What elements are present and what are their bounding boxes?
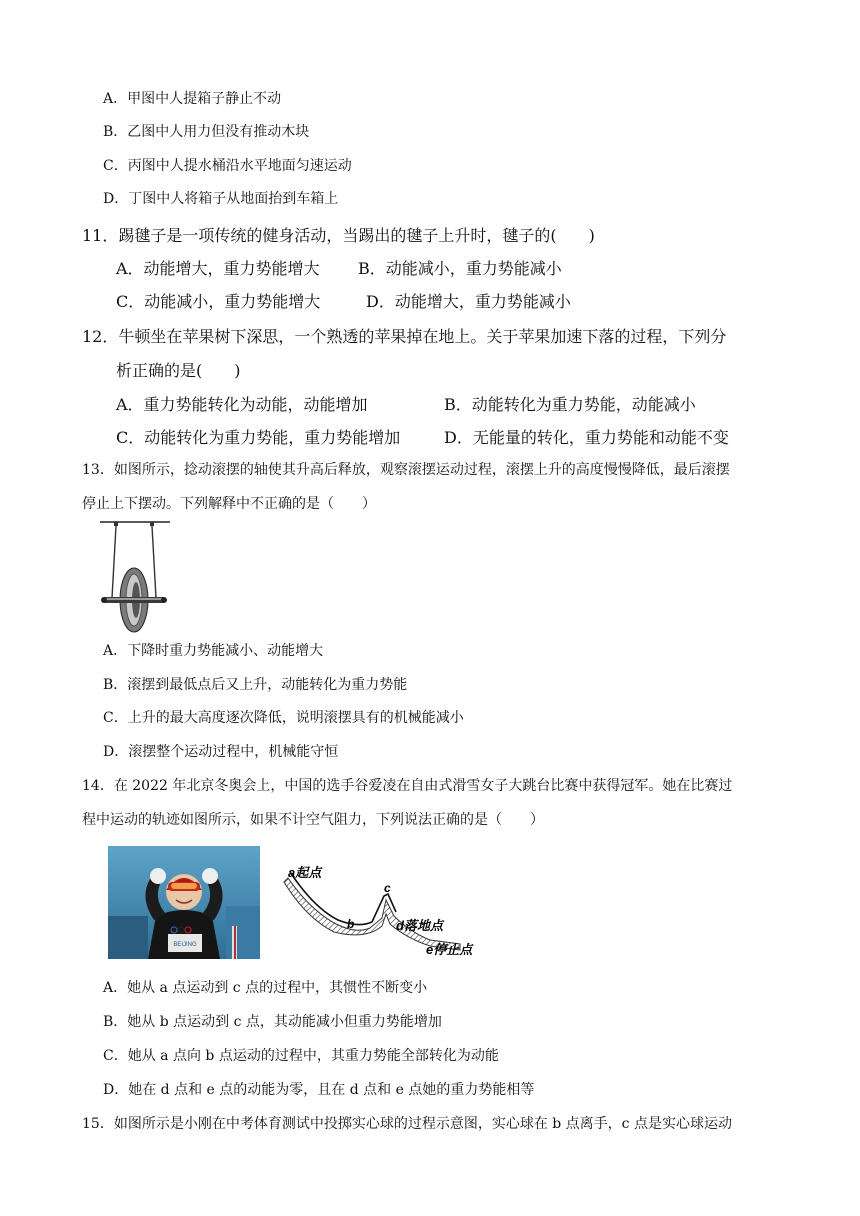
q10-option-c: C．丙图中人提水桶沿水平地面匀速运动	[103, 158, 352, 174]
skier-photo	[108, 846, 260, 959]
q13-option-c: C．上升的最大高度逐次降低，说明滚摆具有的机械能减小	[103, 710, 464, 726]
q14-option-d: D．她在 d 点和 e 点的动能为零，且在 d 点和 e 点她的重力势能相等	[103, 1082, 535, 1098]
q12-option-c: C．动能转化为重力势能，重力势能增加	[116, 428, 401, 447]
q13-option-d: D．滚摆整个运动过程中，机械能守恒	[103, 744, 339, 760]
label-e-stop: e停止点	[426, 942, 473, 957]
q12-stem-line2: 析正确的是( )	[116, 361, 241, 380]
ski-trajectory-diagram	[270, 840, 490, 965]
photo-bib-text: BEIJING	[173, 942, 197, 948]
q14-option-c: C．她从 a 点向 b 点运动的过程中，其重力势能全部转化为动能	[103, 1048, 499, 1064]
q11-option-d: D．动能增大，重力势能减小	[366, 292, 571, 311]
q11-option-b: B．动能减小，重力势能减小	[358, 259, 562, 278]
q10-option-d: D．丁图中人将箱子从地面抬到车箱上	[103, 191, 339, 207]
label-b: b	[347, 917, 355, 931]
q10-option-a: A．甲图中人提箱子静止不动	[103, 91, 282, 107]
q14-option-a: A．她从 a 点运动到 c 点的过程中，其惯性不断变小	[103, 980, 428, 996]
label-a-start: a起点	[288, 865, 322, 880]
q13-stem-line2: 停止上下摆动。下列解释中不正确的是（ ）	[82, 496, 376, 512]
q13-option-b: B．滚摆到最低点后又上升，动能转化为重力势能	[103, 677, 408, 693]
q11-stem: 11．踢毽子是一项传统的健身活动，当踢出的毽子上升时，毽子的( )	[82, 226, 595, 245]
q13-stem-line1: 13．如图所示，捻动滚摆的轴使其升高后释放，观察滚摆运动过程，滚摆上升的高度慢慢降低，最后滚摆	[82, 462, 730, 478]
label-c: c	[384, 881, 391, 895]
q15-stem-line1: 15．如图所示是小刚在中考体育测试中投掷实心球的过程示意图，实心球在 b 点离手，c 点是实心球运动	[82, 1116, 732, 1132]
q12-option-d: D．无能量的转化，重力势能和动能不变	[444, 428, 729, 447]
q12-option-b: B．动能转化为重力势能，动能减小	[444, 395, 696, 414]
q11-option-a: A．动能增大，重力势能增大	[116, 259, 320, 278]
q14-stem-line1: 14．在 2022 年北京冬奥会上，中国的选手谷爱凌在自由式滑雪女子大跳台比赛中获得冠军。她在比赛过	[82, 778, 733, 794]
label-d-landing: d落地点	[396, 918, 443, 933]
q11-option-c: C．动能减小，重力势能增大	[116, 292, 321, 311]
q13-option-a: A．下降时重力势能减小、动能增大	[103, 643, 324, 659]
q10-option-b: B．乙图中人用力但没有推动木块	[103, 124, 310, 140]
q14-option-b: B．她从 b 点运动到 c 点，其动能减小但重力势能增加	[103, 1014, 442, 1030]
q12-stem-line1: 12．牛顿坐在苹果树下深思，一个熟透的苹果掉在地上。关于苹果加速下落的过程，下列分	[82, 327, 727, 346]
q12-option-a: A．重力势能转化为动能，动能增加	[116, 395, 368, 414]
maxwell-wheel-figure	[98, 518, 174, 636]
q14-stem-line2: 程中运动的轨迹如图所示，如果不计空气阻力，下列说法正确的是（ ）	[82, 812, 544, 828]
